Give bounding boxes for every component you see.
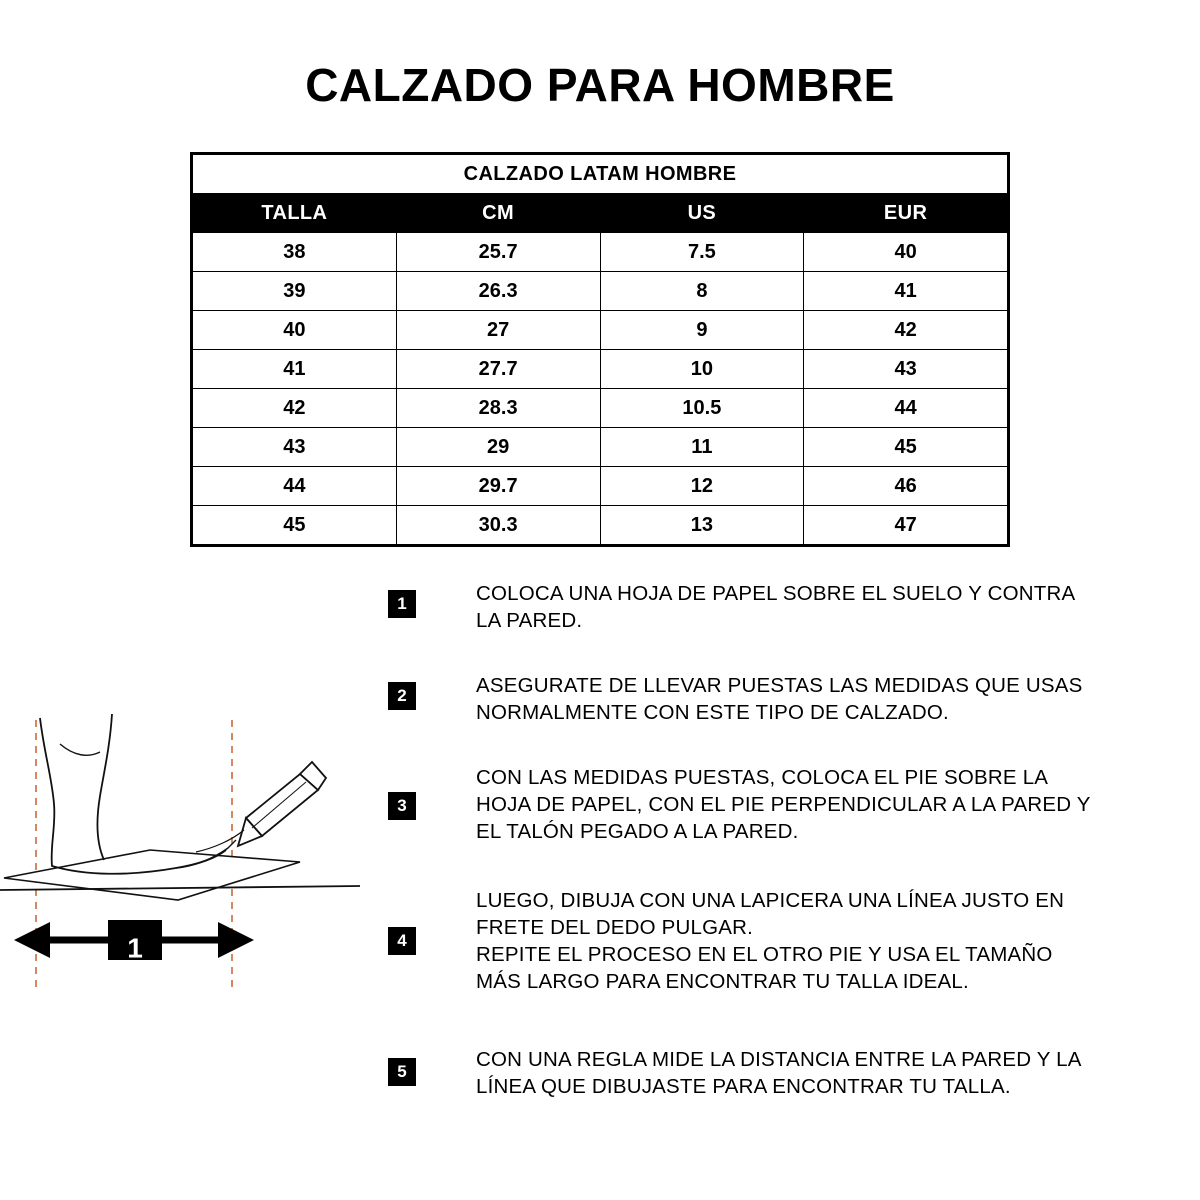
cell-talla: 45: [193, 506, 397, 545]
step-text-line: FRETE DEL DEDO PULGAR.: [476, 916, 754, 940]
paper-sheet: [4, 850, 300, 900]
cell-us: 9: [600, 311, 804, 350]
step-number-badge: 2: [388, 682, 416, 710]
instruction-step-2: [388, 672, 1200, 726]
foot-measurement-diagram: [0, 700, 360, 1020]
step-text-line: LÍNEA QUE DIBUJASTE PARA ENCONTRAR TU TALLA.: [476, 1074, 1011, 1098]
cell-eur: 47: [804, 506, 1008, 545]
cell-cm: 29: [396, 428, 600, 467]
column-header-us: US: [600, 194, 804, 233]
instruction-step-5: [388, 1046, 1200, 1100]
table-row: [193, 428, 1008, 467]
step-number-badge: 3: [388, 792, 416, 820]
cell-eur: 46: [804, 467, 1008, 506]
measurement-label: 1: [127, 932, 143, 964]
measurement-instructions: [388, 580, 1200, 1126]
cell-eur: 43: [804, 350, 1008, 389]
step-text: [476, 580, 1075, 634]
column-header-eur: EUR: [804, 194, 1008, 233]
cell-cm: 25.7: [396, 233, 600, 272]
cell-cm: 26.3: [396, 272, 600, 311]
step-text-line: EL TALÓN PEGADO A LA PARED.: [476, 820, 799, 844]
step-text: [476, 764, 1091, 845]
column-header-cm: CM: [396, 194, 600, 233]
cell-eur: 45: [804, 428, 1008, 467]
instruction-step-4: [388, 887, 1200, 995]
cell-eur: 40: [804, 233, 1008, 272]
cell-us: 10.5: [600, 389, 804, 428]
table-row: [193, 233, 1008, 272]
cell-us: 10: [600, 350, 804, 389]
ankle-outline: [97, 714, 112, 860]
cell-cm: 29.7: [396, 467, 600, 506]
cell-talla: 39: [193, 272, 397, 311]
cell-cm: 27: [396, 311, 600, 350]
step-text-line: HOJA DE PAPEL, CON EL PIE PERPENDICULAR A LA PARED Y: [476, 793, 1091, 817]
table-header-row: [193, 194, 1008, 233]
cell-talla: 40: [193, 311, 397, 350]
step-text-line: NORMALMENTE CON ESTE TIPO DE CALZADO.: [476, 701, 949, 725]
cell-eur: 42: [804, 311, 1008, 350]
table-row: [193, 506, 1008, 545]
step-number-badge: 5: [388, 1058, 416, 1086]
step-number-badge: 4: [388, 927, 416, 955]
foot-outline: [40, 718, 226, 874]
size-chart-table: [190, 152, 1010, 547]
page-title: CALZADO PARA HOMBRE: [305, 59, 895, 111]
step-text-line: COLOCA UNA HOJA DE PAPEL SOBRE EL SUELO Y CONTRA: [476, 582, 1076, 605]
cell-eur: 44: [804, 389, 1008, 428]
cell-us: 12: [600, 467, 804, 506]
column-header-talla: TALLA: [193, 194, 397, 233]
cell-us: 7.5: [600, 233, 804, 272]
table-caption: CALZADO LATAM HOMBRE: [193, 155, 1008, 194]
cell-talla: 44: [193, 467, 397, 506]
table-row: [193, 350, 1008, 389]
step-text: [476, 887, 1064, 995]
step-text: [476, 1046, 1082, 1100]
hand-outline: [196, 830, 244, 852]
table-row: [193, 467, 1008, 506]
step-text-line: CON UNA REGLA MIDE LA DISTANCIA ENTRE LA PARED Y LA: [476, 1047, 1082, 1071]
cell-us: 8: [600, 272, 804, 311]
cell-talla: 43: [193, 428, 397, 467]
cell-cm: 30.3: [396, 506, 600, 545]
step-text-line: REPITE EL PROCESO EN EL OTRO PIE Y USA EL TAMAÑO: [476, 943, 1053, 967]
step-number-badge: 1: [388, 590, 416, 618]
table-row: [193, 389, 1008, 428]
step-text-line: LUEGO, DIBUJA CON UNA LAPICERA UNA LÍNEA JUSTO EN: [476, 889, 1065, 913]
pen-body: [246, 774, 318, 836]
cell-eur: 41: [804, 272, 1008, 311]
step-text-line: ASEGURATE DE LLEVAR PUESTAS LAS MEDIDAS QUE USAS: [476, 674, 1083, 698]
ankle-crease: [60, 744, 100, 755]
measurement-arrow: [14, 920, 254, 963]
step-text-line: LA PARED.: [476, 609, 583, 633]
cell-cm: 28.3: [396, 389, 600, 428]
cell-talla: 41: [193, 350, 397, 389]
step-text: [476, 672, 1083, 726]
cell-talla: 42: [193, 389, 397, 428]
step-text-line: MÁS LARGO PARA ENCONTRAR TU TALLA IDEAL.: [476, 970, 969, 994]
cell-talla: 38: [193, 233, 397, 272]
table-row: [193, 311, 1008, 350]
table-caption-row: [193, 155, 1008, 194]
cell-cm: 27.7: [396, 350, 600, 389]
cell-us: 11: [600, 428, 804, 467]
instruction-step-1: [388, 580, 1200, 634]
cell-us: 13: [600, 506, 804, 545]
step-text-line: CON LAS MEDIDAS PUESTAS, COLOCA EL PIE SOBRE LA: [476, 766, 1049, 790]
table-row: [193, 272, 1008, 311]
instruction-step-3: [388, 764, 1200, 845]
